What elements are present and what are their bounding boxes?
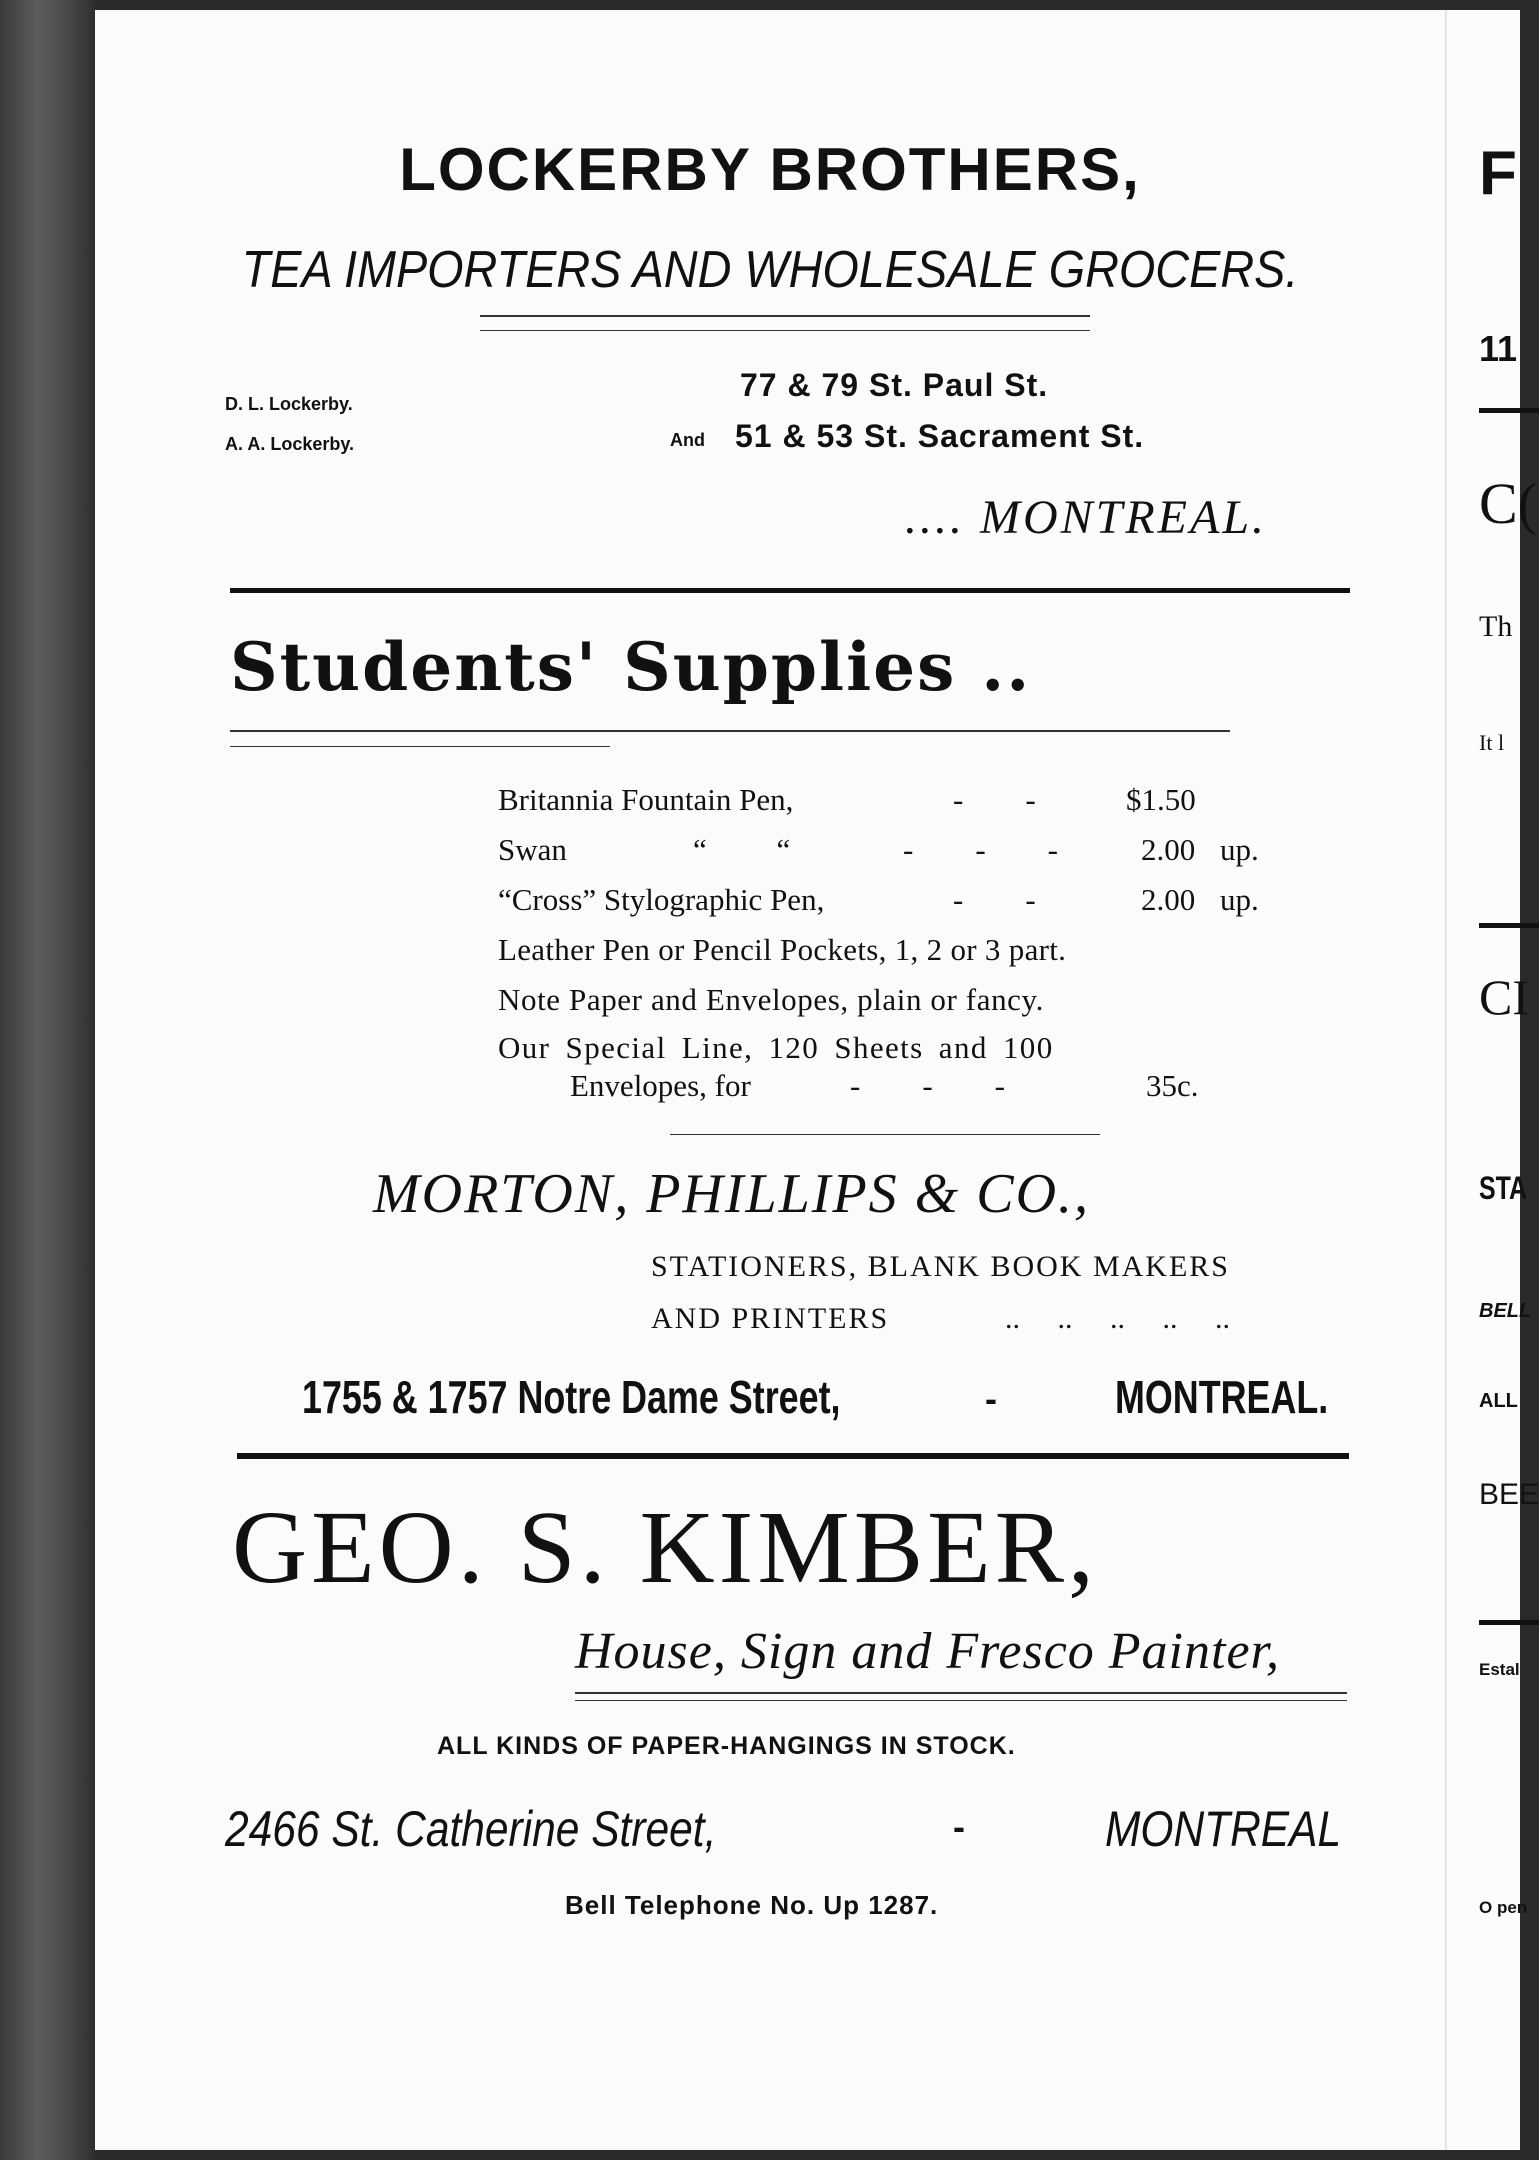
adjacent-page-text: BELL xyxy=(1479,1300,1532,1322)
lockerby-divider-lower xyxy=(480,330,1090,331)
supply-item-price: $1.50 xyxy=(1126,782,1196,817)
adjacent-page-text: CI xyxy=(1479,969,1529,1025)
morton-dash: - xyxy=(985,1378,997,1419)
adjacent-page-text: C( xyxy=(1479,471,1537,536)
supply-item-name: Envelopes, for xyxy=(570,1068,751,1103)
supply-item-dashes: - - - xyxy=(903,832,1058,867)
kimber-dash: - xyxy=(953,1806,965,1847)
supply-item-unit: up. xyxy=(1220,882,1259,917)
section-rule-2 xyxy=(237,1453,1349,1459)
lockerby-partner-1: D. L. Lockerby. xyxy=(225,394,353,414)
book-binding xyxy=(0,0,95,2160)
morton-line-2: AND PRINTERS xyxy=(651,1302,890,1335)
lockerby-address-2: 51 & 53 St. Sacrament St. xyxy=(735,418,1145,454)
supply-item-name: Britannia Fountain Pen, xyxy=(498,782,794,817)
adjacent-page-text: Estal xyxy=(1479,1660,1520,1679)
supply-item-name: “Cross” Stylographic Pen, xyxy=(498,882,825,917)
lockerby-address-1: 77 & 79 St. Paul St. xyxy=(740,367,1049,403)
adjacent-page-text: O pen xyxy=(1479,1898,1528,1917)
morton-name: MORTON, PHILLIPS & CO., xyxy=(373,1163,1091,1225)
supply-line-text: Leather Pen or Pencil Pockets, 1, 2 or 3 part. xyxy=(498,932,1067,967)
supply-item-name: Swan xyxy=(498,832,567,867)
morton-line-2-dots: .. .. .. .. .. xyxy=(1005,1302,1230,1335)
lockerby-address-2-prefix: And xyxy=(670,430,705,450)
lockerby-subtitle: TEA IMPORTERS AND WHOLESALE GROCERS. xyxy=(241,241,1299,299)
supply-item-unit: up. xyxy=(1220,832,1259,867)
supplies-underline xyxy=(230,730,1230,732)
supply-item-dashes: - - - xyxy=(850,1068,1005,1103)
adjacent-page-text: Th xyxy=(1479,610,1513,643)
morton-line-1: STATIONERS, BLANK BOOK MAKERS xyxy=(651,1250,1230,1283)
lockerby-city: .... MONTREAL. xyxy=(905,491,1268,544)
kimber-city: MONTREAL xyxy=(1105,1801,1342,1857)
section-rule-1 xyxy=(230,588,1350,593)
adjacent-page-text: 11 xyxy=(1479,328,1518,369)
morton-city: MONTREAL. xyxy=(1115,1371,1329,1423)
adjacent-page-rule xyxy=(1479,1620,1539,1625)
kimber-phone: Bell Telephone No. Up 1287. xyxy=(565,1890,939,1920)
adjacent-page xyxy=(1447,10,1539,2150)
kimber-trade: House, Sign and Fresco Painter, xyxy=(575,1623,1280,1680)
supply-line-text: Our Special Line, 120 Sheets and 100 xyxy=(498,1030,1054,1065)
supply-item-dashes: - - xyxy=(953,882,1036,917)
adjacent-page-text: BEE xyxy=(1479,1478,1539,1511)
adjacent-page-text: STA xyxy=(1479,1170,1528,1206)
supplies-underline-2 xyxy=(230,746,610,747)
adjacent-page-text: It l xyxy=(1479,730,1505,755)
adjacent-page-rule xyxy=(1479,923,1539,928)
supplies-heading: Students' Supplies .. xyxy=(230,628,1032,706)
lockerby-divider xyxy=(480,315,1090,317)
lockerby-title: LOCKERBY BROTHERS, xyxy=(399,136,1141,203)
supply-item-price: 35c. xyxy=(1146,1068,1199,1103)
kimber-trade-underline-2 xyxy=(575,1700,1347,1701)
kimber-address: 2466 St. Catherine Street, xyxy=(225,1801,717,1857)
supply-item-ditto: “ “ xyxy=(693,832,791,867)
document-page xyxy=(95,10,1445,2150)
kimber-name: GEO. S. KIMBER, xyxy=(232,1490,1099,1605)
morton-address: 1755 & 1757 Notre Dame Street, xyxy=(302,1371,841,1423)
supply-item-price: 2.00 xyxy=(1141,882,1196,917)
supply-item-price: 2.00 xyxy=(1141,832,1196,867)
adjacent-page-rule xyxy=(1479,408,1539,413)
adjacent-page-text: ALL xyxy=(1479,1390,1518,1412)
lockerby-partner-2: A. A. Lockerby. xyxy=(225,434,355,454)
kimber-stock: ALL KINDS OF PAPER-HANGINGS IN STOCK. xyxy=(437,1732,1016,1760)
supply-item-dashes: - - xyxy=(953,782,1036,817)
supply-line-text: Note Paper and Envelopes, plain or fancy. xyxy=(498,982,1044,1017)
kimber-trade-underline xyxy=(575,1692,1347,1694)
supplies-divider xyxy=(670,1134,1100,1135)
adjacent-page-text: F xyxy=(1479,139,1517,208)
